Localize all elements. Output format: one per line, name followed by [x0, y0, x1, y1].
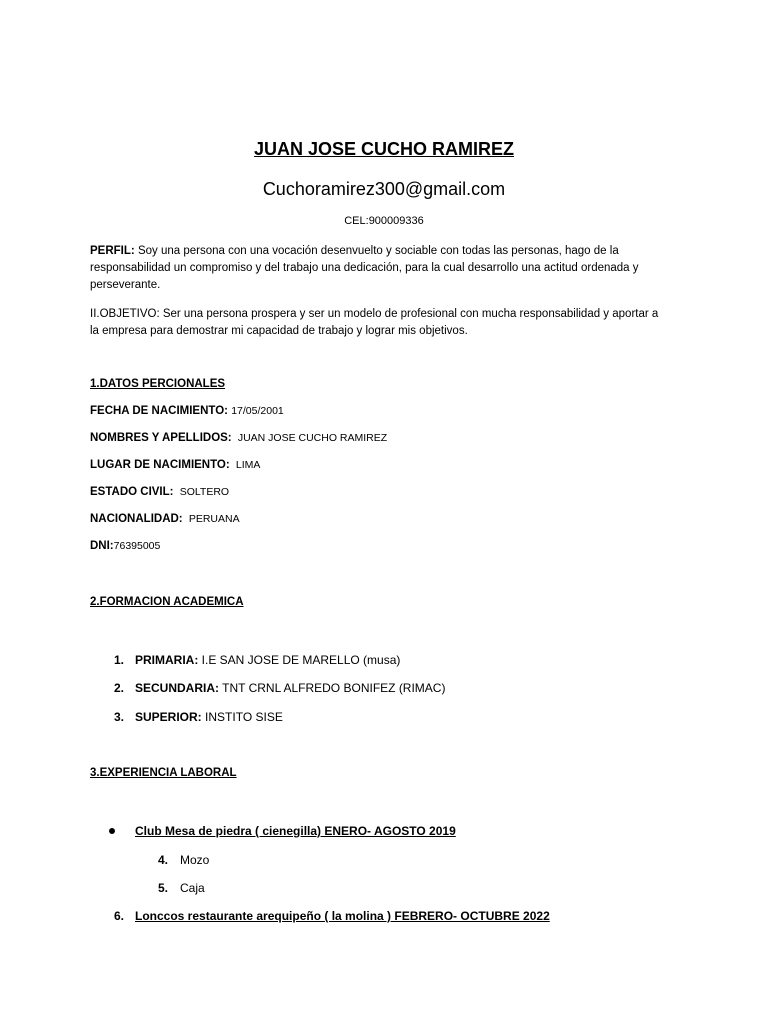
datos-lugar: [90, 459, 260, 471]
formacion-item-2: [135, 681, 445, 695]
job-1: Club Mesa de piedra ( cienegilla) ENERO- AGOSTO 2019: [135, 824, 456, 838]
nombres-value: JUAN JOSE CUCHO RAMIREZ: [237, 432, 388, 444]
job-2: Lonccos restaurante arequipeño ( la molina ) FEBRERO- OCTUBRE 2022: [135, 909, 550, 923]
bullet-icon: [109, 828, 115, 834]
job-2-num: 6.: [113, 909, 124, 923]
formacion-value-1: I.E SAN JOSE DE MARELLO (musa): [201, 653, 401, 667]
perfil-text: Soy una persona con una vocación desenvuelto y sociable con todas las personas, hago de la responsabilidad un compromiso y del trabajo una dedicación, para la cual desarrollo una actitud ordenada y perseverante.: [90, 245, 639, 291]
fecha-value: 17/05/2001: [231, 405, 284, 417]
sub-num-1: 4.: [157, 853, 168, 867]
dni-label: DNI:: [90, 540, 114, 552]
formacion-num-2: 2.: [113, 681, 124, 695]
section-heading-experiencia: 3.EXPERIENCIA LABORAL: [90, 767, 237, 779]
nacionalidad-value: PERUANA: [188, 513, 240, 525]
formacion-item-1: [135, 653, 400, 667]
lugar-value: LIMA: [235, 459, 261, 471]
formacion-label-3: SUPERIOR:: [135, 710, 202, 724]
section-heading-formacion: 2.FORMACION ACADEMICA: [90, 596, 244, 608]
lugar-label: LUGAR DE NACIMIENTO:: [90, 459, 230, 471]
resume-name: JUAN JOSE CUCHO RAMIREZ: [253, 139, 515, 159]
sub-num-2: 5.: [157, 881, 168, 895]
formacion-num-3: 3.: [113, 710, 124, 724]
sub-item-1: Mozo: [180, 853, 210, 867]
sub-item-2: Caja: [180, 881, 205, 895]
datos-estado: [90, 486, 229, 498]
formacion-value-2: TNT CRNL ALFREDO BONIFEZ (RIMAC): [222, 681, 446, 695]
phone-number: CEL:900009336: [344, 215, 424, 227]
datos-nacionalidad: [90, 513, 240, 525]
nacionalidad-label: NACIONALIDAD:: [90, 513, 183, 525]
section-heading-datos: 1.DATOS PERCIONALES: [90, 378, 226, 390]
email-address: Cuchoramirez300@gmail.com: [262, 179, 506, 199]
datos-nombres: [90, 432, 387, 444]
nombres-label: NOMBRES Y APELLIDOS:: [90, 432, 232, 444]
formacion-label-2: SECUNDARIA:: [135, 681, 219, 695]
objetivo-paragraph: II.OBJETIVO: Ser una persona prospera y ser un modelo de profesional con mucha responsabilidad y aportar a la empresa para demostrar mi capacidad de trabajo y lograr mis objetivos.: [90, 308, 659, 337]
dni-value: 76395005: [113, 540, 161, 552]
estado-value: SOLTERO: [179, 486, 230, 498]
perfil-label: PERFIL:: [90, 245, 135, 257]
perfil-paragraph: [90, 243, 670, 294]
formacion-item-3: [135, 710, 283, 724]
formacion-num-1: 1.: [113, 653, 124, 667]
formacion-value-3: INSTITO SISE: [205, 710, 283, 724]
formacion-label-1: PRIMARIA:: [135, 653, 199, 667]
datos-dni: [90, 540, 160, 552]
datos-fecha: [90, 405, 284, 417]
fecha-label: FECHA DE NACIMIENTO:: [90, 405, 228, 417]
estado-label: ESTADO CIVIL:: [90, 486, 174, 498]
